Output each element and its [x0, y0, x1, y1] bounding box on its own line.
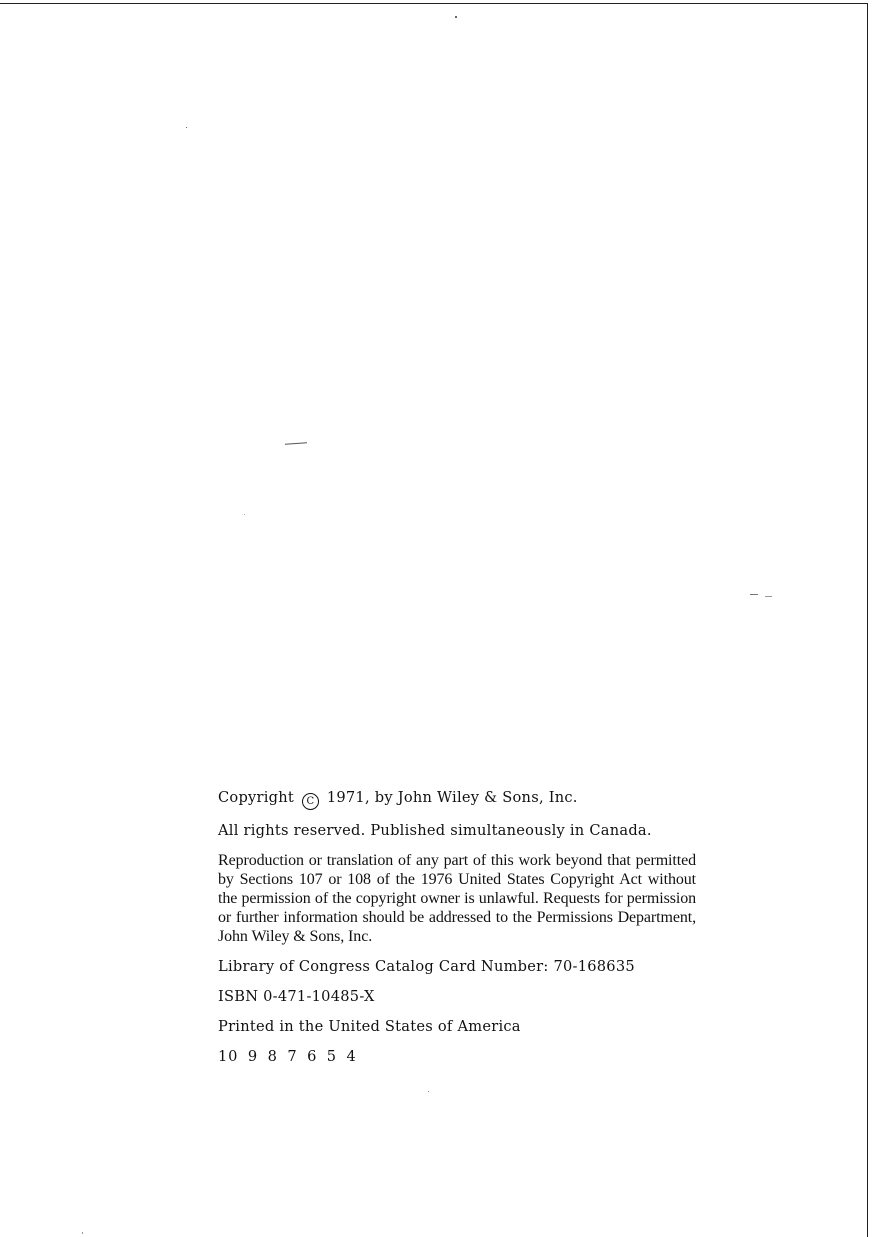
reproduction-notice: Reproduction or translation of any part of this work beyond that permitted by Sections 107 or 108 of the 1976 United States Copyright Act without the permission of the copyright owner is unlawful. Requests for permission or further information should be addressed to the Permissions Department, John Wiley & Sons, Inc.: [218, 852, 696, 945]
scan-speck: [285, 442, 307, 445]
scan-speck: [750, 594, 758, 595]
rights-statement: All rights reserved. Published simultaneously in Canada.: [218, 822, 652, 839]
scan-speck: [186, 127, 187, 128]
copyright-symbol: C: [302, 793, 319, 810]
isbn-line: ISBN 0-471-10485-X: [218, 988, 375, 1005]
copyright-text: 1971, by John Wiley & Sons, Inc.: [326, 789, 578, 806]
scan-speck: [244, 514, 245, 515]
copyright-prefix: Copyright: [218, 789, 295, 806]
scan-speck: [428, 1091, 429, 1092]
copyright-notice-block: [218, 788, 696, 1077]
scan-speck: [455, 16, 457, 18]
scan-speck: [82, 1232, 83, 1234]
lccn-line: Library of Congress Catalog Card Number: 70-168635: [218, 958, 635, 975]
printing-number-line: 10 9 8 7 6 5 4: [218, 1048, 357, 1065]
page-edge-right: [867, 3, 868, 1237]
copyright-line: [218, 788, 696, 810]
scan-speck: [765, 596, 772, 597]
printed-in-line: Printed in the United States of America: [218, 1018, 521, 1035]
page-edge-top: [0, 3, 868, 4]
